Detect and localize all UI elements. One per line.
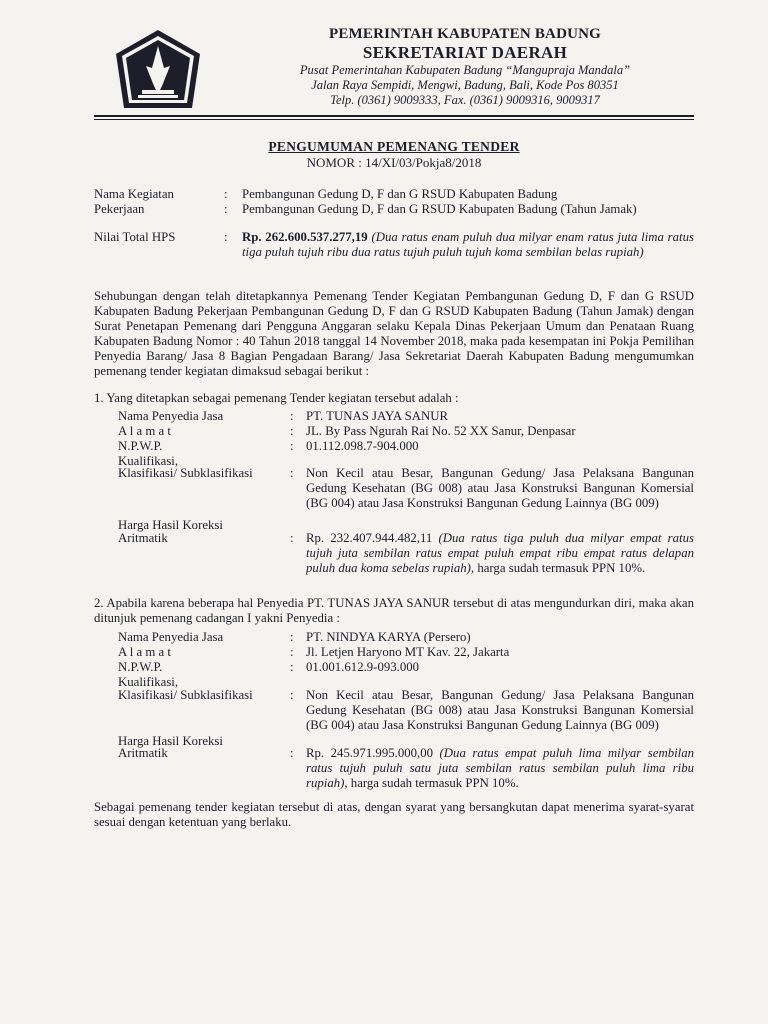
info-colon: :	[290, 531, 294, 545]
letterhead-rule-thick	[94, 115, 694, 117]
s2-harga-words: (Dua ratus empat puluh lima milyar sembilan ratus tujuh puluh satu juta sembilan ratus sembilan puluh lima ribu rupiah),	[306, 746, 694, 790]
section1-heading: 1. Yang ditetapkan sebagai pemenang Tender kegiatan tersebut adalah :	[94, 391, 459, 405]
announcement-heading: PENGUMUMAN PEMENANG TENDER	[268, 139, 520, 154]
s2-alamat-value: Jl. Letjen Haryono MT Kav. 22, Jakarta	[306, 645, 510, 659]
s2-npwp-label: N.P.W.P.	[118, 660, 163, 674]
s2-nama-label: Nama Penyedia Jasa	[118, 630, 224, 644]
info-colon: :	[224, 187, 228, 201]
s1-alamat-value: JL. By Pass Ngurah Rai No. 52 XX Sanur, Denpasar	[306, 424, 576, 438]
s1-nama-label: Nama Penyedia Jasa	[118, 409, 224, 423]
info-colon: :	[290, 409, 294, 423]
s1-harga-value	[306, 531, 694, 576]
s2-alamat-label: A l a m a t	[118, 645, 171, 659]
s2-kual-label1: Kualifikasi,	[118, 675, 179, 689]
hps-amount-words: (Dua ratus enam puluh dua milyar enam ratus juta lima ratus tiga puluh tujuh ribu dua ratus tujuh puluh tujuh koma sembilan belas rupiah)	[242, 230, 694, 259]
info-colon: :	[290, 660, 294, 674]
announcement-title	[94, 139, 694, 171]
kabupaten-badung-emblem-icon	[112, 28, 204, 116]
letterhead	[240, 26, 690, 108]
s2-harga-amount: Rp. 245.971.995.000,00	[306, 746, 434, 760]
intro-paragraph: Sehubungan dengan telah ditetapkannya Pemenang Tender Kegiatan Pembangunan Gedung D, F dan G RSUD Kabupaten Badung Pekerjaan Pembangunan Gedung D, F dan G RSUD Kabupaten Badung (Tahun Jamak) dengan Surat Penetapan Pemenang dari Pengguna Anggaran selaku Kepala Dinas Pekerjaan Umum dan Penataan Ruang Kabupaten Badung Nomor : 40 Tahun 2018 tanggal 14 November 2018, maka pada kesempatan ini Pokja Pemilihan Penyedia Barang/ Jasa 8 Bagian Pengadaan Barang/ Jasa Sekretariat Daerah Kabupaten Badung mengumumkan pemenang tender kegiatan dimaksud sebagai berikut :	[94, 289, 694, 378]
s2-nama-value: PT. NINDYA KARYA (Persero)	[306, 630, 471, 644]
info-colon: :	[224, 202, 228, 216]
s1-npwp-value: 01.112.098.7-904.000	[306, 439, 419, 453]
info-colon: :	[290, 688, 294, 702]
letterhead-government: PEMERINTAH KABUPATEN BADUNG	[328, 26, 602, 42]
info-label-hps: Nilai Total HPS	[94, 230, 176, 244]
s1-harga-words: (Dua ratus tiga puluh dua milyar empat ratus tujuh juta sembilan ratus empat puluh empat ribu empat ratus delapan puluh dua koma sebelas rupiah),	[306, 531, 694, 575]
info-value-pekerjaan: Pembangunan Gedung D, F dan G RSUD Kabupaten Badung (Tahun Jamak)	[242, 202, 637, 216]
info-label-pekerjaan: Pekerjaan	[94, 202, 145, 216]
s1-harga-label2: Aritmatik	[118, 531, 168, 545]
announcement-number: NOMOR : 14/XI/03/Pokja8/2018	[306, 155, 482, 170]
info-colon: :	[290, 630, 294, 644]
info-colon: :	[224, 230, 228, 244]
section2-heading: 2. Apabila karena beberapa hal Penyedia PT. TUNAS JAYA SANUR tersebut di atas mengundurkan diri, maka akan ditunjuk pemenang cadangan I yakni Penyedia :	[94, 596, 694, 625]
letterhead-address: Jalan Raya Sempidi, Mengwi, Badung, Bali, Kode Pos 80351	[311, 78, 619, 92]
letterhead-office: SEKRETARIAT DAERAH	[362, 43, 568, 62]
hps-amount: Rp. 262.600.537.277,19	[242, 230, 368, 244]
info-value-kegiatan: Pembangunan Gedung D, F dan G RSUD Kabupaten Badung	[242, 187, 558, 201]
s1-nama-value: PT. TUNAS JAYA SANUR	[306, 409, 448, 423]
s2-harga-label1: Harga Hasil Koreksi	[118, 734, 223, 748]
s1-alamat-label: A l a m a t	[118, 424, 171, 438]
letterhead-rule-thin	[94, 119, 694, 120]
info-colon: :	[290, 439, 294, 453]
s2-kual-value: Non Kecil atau Besar, Bangunan Gedung/ Jasa Pelaksana Bangunan Gedung Kesehatan (BG 008) atau Jasa Konstruksi Bangunan Komersial (BG 004) atau Jasa Konstruksi Bangunan Gedung Lainnya (BG 009)	[306, 688, 694, 732]
info-value-hps	[242, 230, 694, 260]
info-colon: :	[290, 746, 294, 760]
letterhead-phone: Telp. (0361) 9009333, Fax. (0361) 9009316, 9009317	[330, 93, 600, 107]
s1-kual-label1: Kualifikasi,	[118, 454, 179, 468]
s2-harga-value	[306, 746, 694, 791]
letterhead-center: Pusat Pemerintahan Kabupaten Badung “Mangupraja Mandala”	[299, 63, 631, 77]
s1-npwp-label: N.P.W.P.	[118, 439, 163, 453]
s1-kual-label2: Klasifikasi/ Subklasifikasi	[118, 466, 253, 480]
s2-harga-tail: harga sudah termasuk PPN 10%.	[350, 776, 519, 790]
info-colon: :	[290, 424, 294, 438]
s2-kual-label2: Klasifikasi/ Subklasifikasi	[118, 688, 253, 702]
info-label-kegiatan: Nama Kegiatan	[94, 187, 174, 201]
info-colon: :	[290, 645, 294, 659]
s1-harga-amount: Rp. 232.407.944.482,11	[306, 531, 433, 545]
s1-kual-value: Non Kecil atau Besar, Bangunan Gedung/ Jasa Pelaksana Bangunan Gedung Kesehatan (BG 008) atau Jasa Konstruksi Bangunan Komersial (BG 004) atau Jasa Konstruksi Bangunan Gedung Lainnya (BG 009)	[306, 466, 694, 510]
s1-harga-label1: Harga Hasil Koreksi	[118, 518, 223, 532]
s1-harga-tail: harga sudah termasuk PPN 10%.	[477, 561, 646, 575]
s2-harga-label2: Aritmatik	[118, 746, 168, 760]
closing-paragraph: Sebagai pemenang tender kegiatan tersebut di atas, dengan syarat yang bersangkutan dapat menerima syarat-syarat sesuai dengan ketentuan yang berlaku.	[94, 800, 694, 829]
info-colon: :	[290, 466, 294, 480]
s2-npwp-value: 01.001.612.9-093.000	[306, 660, 420, 674]
